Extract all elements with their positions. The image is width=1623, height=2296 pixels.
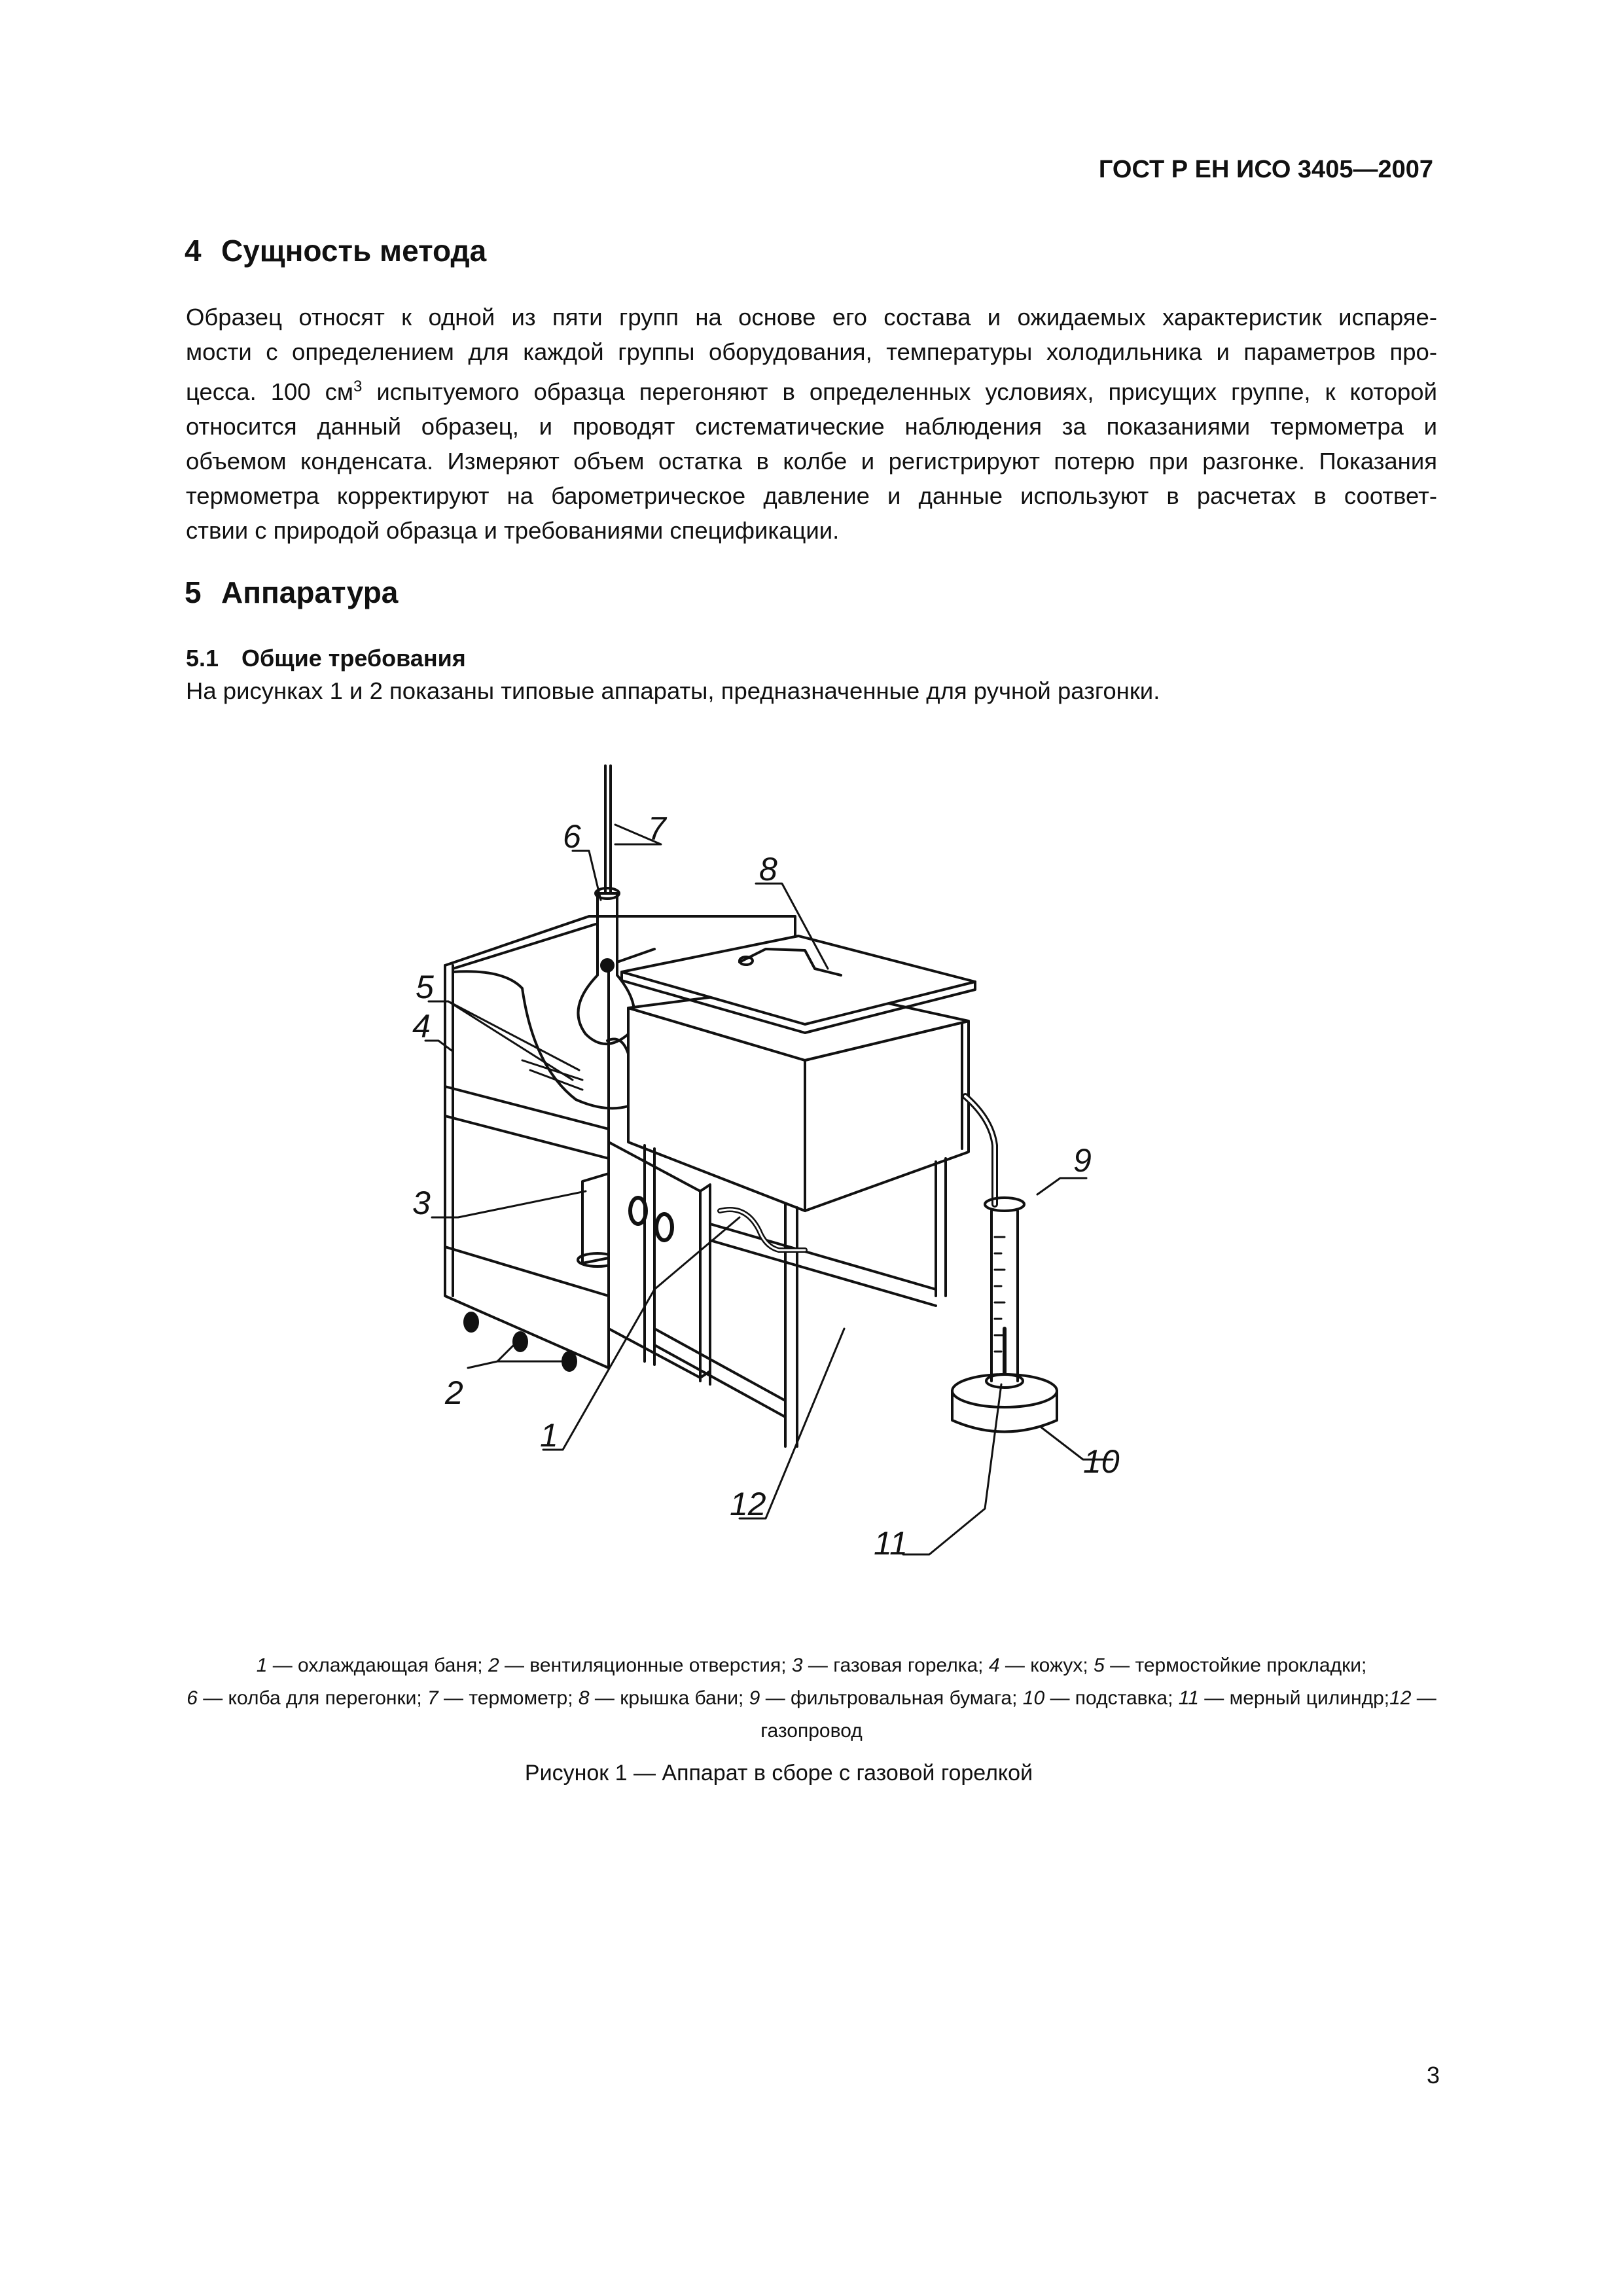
callout-11: 11	[874, 1525, 908, 1562]
callout-12: 12	[730, 1486, 766, 1522]
callout-5: 5	[416, 969, 434, 1005]
section-4-number: 4	[185, 234, 202, 268]
para-line-7: ствии с природой образца и требованиями спецификации.	[186, 517, 840, 545]
callout-6: 6	[563, 818, 581, 855]
figure-legend	[144, 1649, 1479, 1748]
subsection-5-1-heading	[186, 645, 466, 672]
figure-caption: Рисунок 1 — Аппарат в сборе с газовой горелкой	[524, 1761, 1033, 1785]
subsection-number: 5.1	[186, 645, 219, 672]
legend-line-2: 6 — колба для перегонки; 7 — термометр; 8 — крышка бани; 9 — фильтровальная бумага; 10 — подставка; 11 — мерный цилиндр;12 — газопровод	[187, 1687, 1436, 1742]
callout-9: 9	[1073, 1142, 1092, 1179]
section-4-title: Сущность метода	[221, 234, 487, 268]
callout-2: 2	[445, 1374, 463, 1411]
para-line-3a: цесса. 100 см	[186, 378, 353, 406]
para-line-3	[186, 369, 1437, 409]
callout-4: 4	[412, 1008, 431, 1045]
callout-8: 8	[759, 851, 777, 888]
para-line-3b: испытуемого образца перегоняют в определенных условиях, присущих группе, к которой	[362, 378, 1438, 406]
section-5-heading	[185, 575, 398, 610]
para-line-1: Образец относят к одной из пяти групп на основе его состава и ожидаемых характеристик испаряе-	[186, 304, 1437, 331]
section-4-heading	[185, 233, 486, 268]
section-4-paragraph	[186, 300, 1437, 548]
legend-line-1: 1 — охлаждающая баня; 2 — вентиляционные отверстия; 3 — газовая горелка; 4 — кожух; 5 — термостойкие прокладки;	[256, 1655, 1367, 1676]
filter-paper	[985, 1198, 1024, 1211]
callout-1: 1	[540, 1417, 558, 1454]
section-5-title: Аппаратура	[221, 575, 399, 609]
para-line-5: объемом конденсата. Измеряют объем остатка в колбе и регистрируют потерю при разгонке. Показания	[186, 448, 1437, 475]
callout-10: 10	[1083, 1443, 1120, 1480]
subsection-intro: На рисунках 1 и 2 показаны типовые аппараты, предназначенные для ручной разгонки.	[186, 677, 1160, 704]
superscript-3: 3	[353, 378, 363, 395]
section-5-number: 5	[185, 575, 202, 609]
callout-3: 3	[412, 1185, 431, 1221]
vent-hole	[465, 1313, 478, 1331]
page-header: ГОСТ Р ЕН ИСО 3405—2007	[1098, 156, 1433, 183]
para-line-4: относится данный образец, и проводят систематические наблюдения за показаниями термометра и	[186, 413, 1437, 440]
apparatus-figure	[347, 753, 1263, 1623]
subsection-title: Общие требования	[241, 645, 466, 672]
callout-7: 7	[648, 810, 666, 847]
page-number: 3	[1427, 2062, 1440, 2089]
para-line-6: термометра корректируют на барометрическое давление и данные используют в расчетах в соответ-	[186, 482, 1437, 510]
para-line-2: мости с определением для каждой группы оборудования, температуры холодильника и параметров про-	[186, 338, 1437, 365]
